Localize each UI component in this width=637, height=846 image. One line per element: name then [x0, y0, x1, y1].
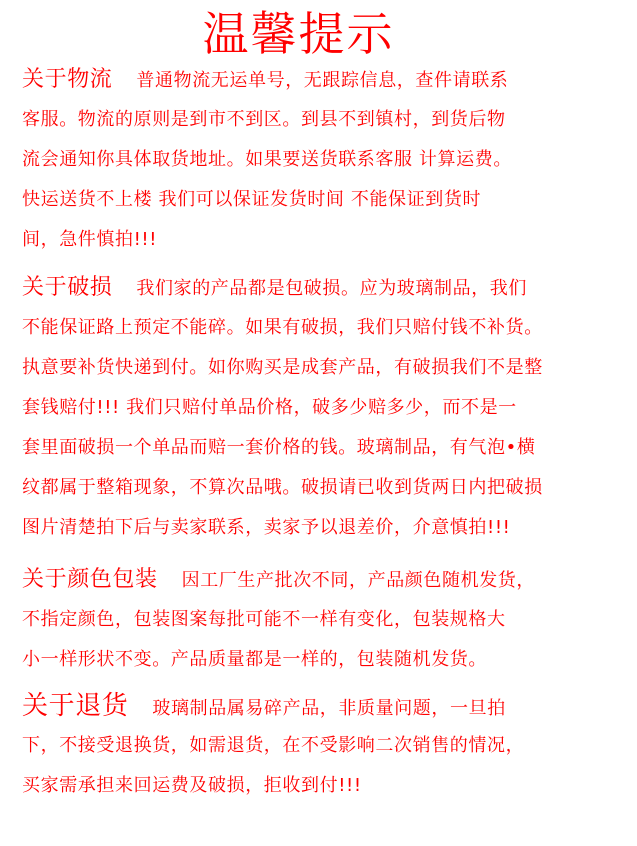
paragraph-line: 客服。物流的原则是到市不到区。到县不到镇村，到货后物 — [22, 109, 506, 130]
paragraph-line: 间，急件慎拍!!! — [22, 229, 158, 250]
section-returns — [22, 686, 618, 806]
section-logistics — [22, 60, 618, 260]
paragraph-line: 小一样形状不变。产品质量都是一样的，包装随机发货。 — [22, 649, 487, 670]
paragraph-line: 快运送货不上楼 我们可以保证发货时间 不能保证到货时 — [22, 189, 482, 210]
paragraph-line: 不能保证路上预定不能碎。如果有破损，我们只赔付钱不补货。 — [22, 317, 543, 338]
paragraph-line: 图片清楚拍下后与卖家联系，卖家予以退差价，介意慎拍!!! — [22, 517, 511, 538]
section-first-line — [22, 560, 618, 600]
section-heading: 关于退货 — [22, 691, 129, 721]
paragraph-line: 下，不接受退换货，如需退货，在不受影响二次销售的情况， — [22, 735, 525, 756]
paragraph-line: 套里面破损一个单品而赔一套价格的钱。玻璃制品，有气泡•横 — [22, 437, 536, 458]
paragraph-line: 不指定颜色，包装图案每批可能不一样有变化，包装规格大 — [22, 609, 506, 630]
paragraph-line: 普通物流无运单号，无跟踪信息，查件请联系 — [136, 70, 509, 91]
paragraph-line: 执意要补货快递到付。如你购买是成套产品，有破损我们不是整 — [22, 357, 543, 378]
section-heading: 关于破损 — [22, 275, 113, 300]
paragraph-line: 因工厂生产批次不同，产品颜色随机发货， — [181, 570, 536, 591]
section-heading: 关于颜色包装 — [22, 567, 158, 592]
paragraph-line: 流会通知你具体取货地址。如果要送货联系客服 计算运费。 — [22, 149, 512, 170]
section-heading: 关于物流 — [22, 67, 113, 92]
section-first-line — [22, 268, 618, 308]
section-first-line — [22, 60, 618, 100]
paragraph-line: 纹都属于整箱现象，不算次品哦。破损请已收到货两日内把破损 — [22, 477, 543, 498]
page-title: 温馨提示 — [202, 7, 395, 61]
section-breakage — [22, 268, 618, 548]
paragraph-line: 玻璃制品属易碎产品，非质量问题，一旦拍 — [152, 698, 506, 719]
section-color-packaging — [22, 560, 618, 680]
paragraph-line: 买家需承担来回运费及破损，拒收到付!!! — [22, 775, 362, 796]
section-first-line — [22, 686, 618, 726]
paragraph-line: 套钱赔付!!! 我们只赔付单品价格，破多少赔多少，而不是一 — [22, 397, 517, 418]
paragraph-line: 我们家的产品都是包破损。应为玻璃制品，我们 — [136, 278, 528, 299]
